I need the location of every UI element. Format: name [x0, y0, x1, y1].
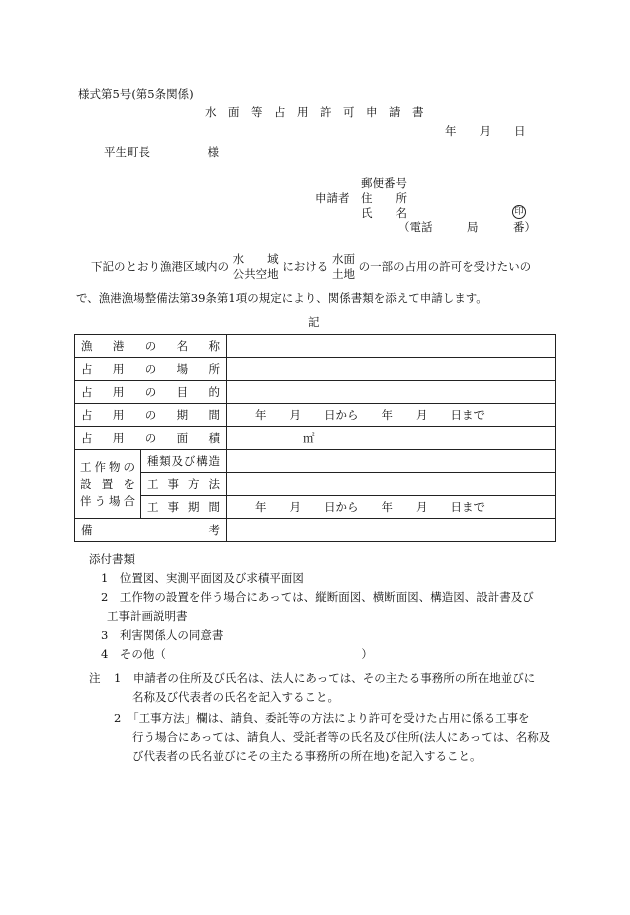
intro-part1: 下記のとおり漁港区域内の [91, 259, 229, 274]
document-title: 水 面 等 占 用 許 可 申 請 書 [205, 105, 424, 119]
intro-part2: における [282, 259, 329, 274]
seal-mark: 印 [512, 203, 526, 219]
note-2-line: び代表者の氏名並びにその主たる事務所の所在地)を記入すること。 [132, 749, 482, 763]
table-row [75, 496, 556, 519]
intro-paragraph [91, 252, 531, 282]
table-row [75, 519, 556, 542]
remarks-label: 備 考 [75, 519, 227, 542]
attachment-item: 4 その他（ ） [101, 647, 373, 661]
date-line: 年 月 日 [445, 124, 526, 138]
table-row [75, 335, 556, 358]
notes-label: 注 [89, 671, 101, 685]
application-table [74, 334, 556, 542]
addressee: 平生町長 様 [104, 145, 219, 159]
structure-row-label: 工 事 方 法 [141, 473, 227, 496]
applicant-label: 申請者 [315, 191, 350, 205]
row-label: 占 用 の 期 間 [75, 404, 227, 427]
attachment-item: 工事計画説明書 [107, 609, 188, 623]
attachment-item: 1 位置図、実測平面図及び求積平面図 [101, 571, 304, 585]
row-value-purpose[interactable] [227, 381, 556, 404]
row-value-remarks[interactable] [227, 519, 556, 542]
note-1-line: 1 申請者の住所及び氏名は、法人にあっては、その主たる事務所の所在地並びに [114, 671, 536, 685]
table-row [75, 404, 556, 427]
row-value-port-name[interactable] [227, 335, 556, 358]
row-label: 占 用 の 場 所 [75, 358, 227, 381]
row-label: 漁 港 の 名 称 [75, 335, 227, 358]
table-row [75, 450, 556, 473]
applicant-address: 住 所 [361, 191, 407, 205]
note-1-line: 名称及び代表者の氏名を記入すること。 [132, 690, 339, 704]
row-value-place[interactable] [227, 358, 556, 381]
row-value-period[interactable]: 年 月 日から 年 月 日まで [227, 404, 556, 427]
table-row [75, 427, 556, 450]
intro-part3: の一部の占用の許可を受けたいの [358, 259, 532, 274]
attachment-item: 3 利害関係人の同意書 [101, 628, 224, 642]
row-value-work-method[interactable] [227, 473, 556, 496]
structure-row-label: 工 事 期 間 [141, 496, 227, 519]
intro-option-a: 水 域 公共空地 [232, 252, 279, 281]
applicant-phone: （電話 局 番） [398, 220, 536, 234]
applicant-name: 氏 名 [361, 206, 407, 220]
intro-option-b: 水面 土地 [331, 252, 355, 281]
structure-row-label: 種 類 及 び 構 造 [141, 450, 227, 473]
form-id: 様式第5号(第5条関係) [78, 87, 194, 101]
table-row [75, 381, 556, 404]
attachment-item: 2 工作物の設置を伴う場合にあっては、縦断面図、横断面図、構造図、設計書及び [101, 590, 534, 604]
structure-group-label: 工 作 物 の 設 置 を 伴 う 場 合 [75, 450, 141, 519]
row-value-area[interactable]: ㎡ [227, 427, 556, 450]
row-value-type-structure[interactable] [227, 450, 556, 473]
applicant-postal: 郵便番号 [361, 176, 407, 190]
ki-heading: 記 [308, 315, 320, 329]
note-2-line: 2 「工事方法」欄は、請負、委託等の方法により許可を受けた占用に係る工事を [114, 711, 530, 725]
attachments-heading: 添付書類 [89, 552, 135, 566]
table-row [75, 358, 556, 381]
table-row [75, 473, 556, 496]
row-label: 占 用 の 面 積 [75, 427, 227, 450]
row-value-work-period[interactable]: 年 月 日から 年 月 日まで [227, 496, 556, 519]
note-2-line: 行う場合にあっては、請負人、受託者等の氏名及び住所(法人にあっては、名称及 [132, 730, 551, 744]
intro-line2: で、漁港漁場整備法第39条第1項の規定により、関係書類を添えて申請します。 [76, 291, 488, 305]
row-label: 占 用 の 目 的 [75, 381, 227, 404]
